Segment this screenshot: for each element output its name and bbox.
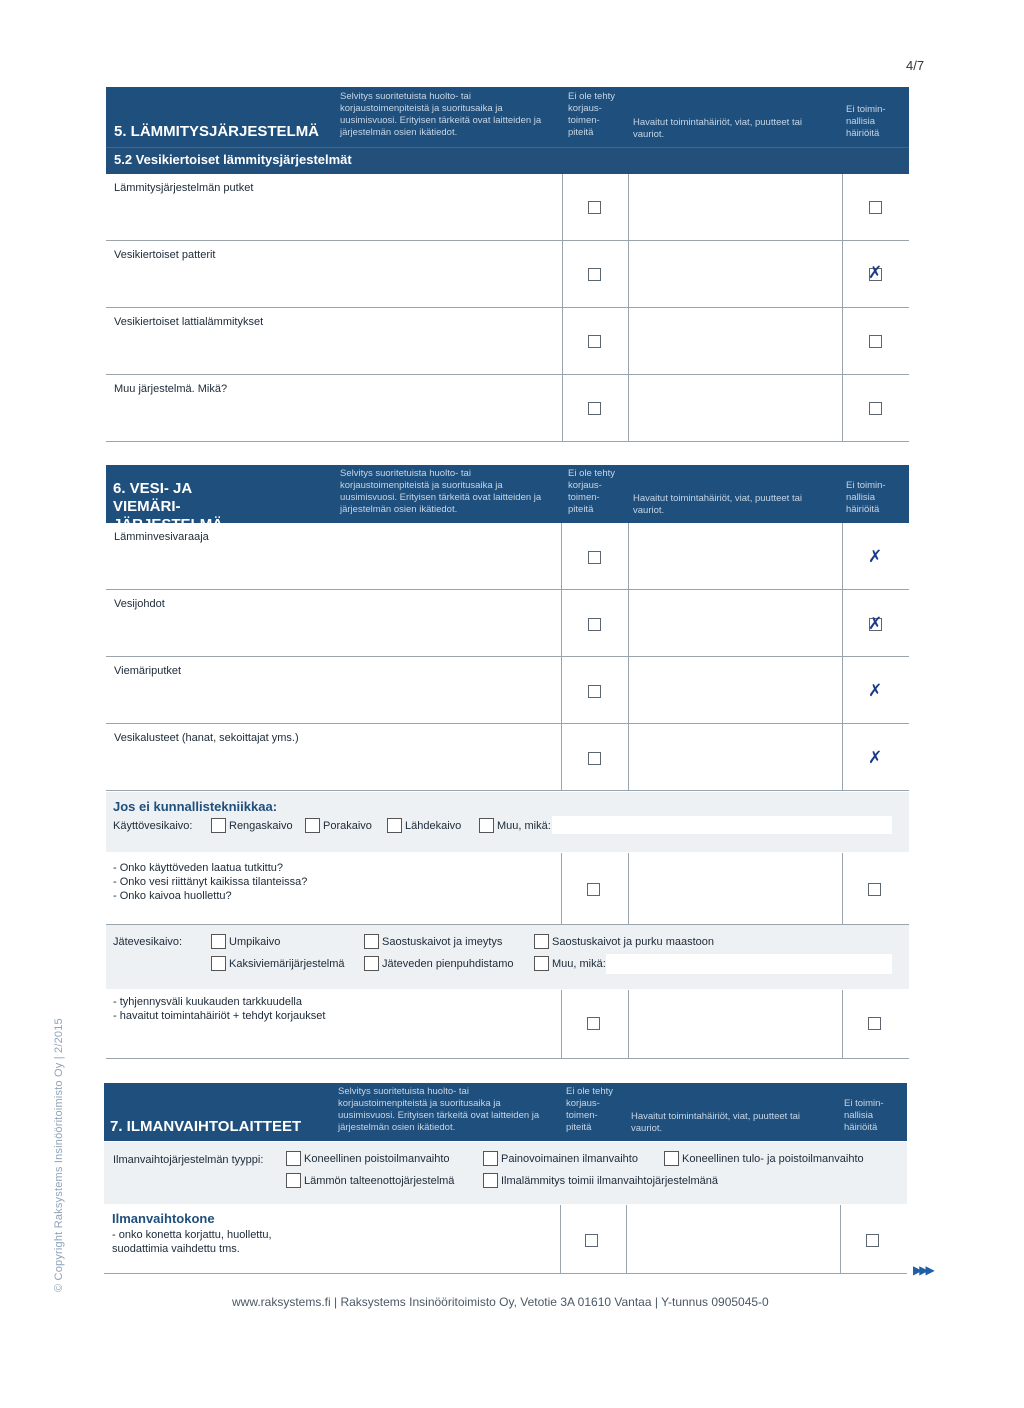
kaksiviemari-checkbox[interactable] <box>211 956 226 971</box>
option-label: Jäteveden pienpuhdistamo <box>382 958 514 970</box>
no-municipal-heading: Jos ei kunnallistekniikkaa: <box>113 799 278 814</box>
option-label: Muu, mikä: <box>497 820 551 832</box>
machine-heading: Ilmanvaihtokone <box>112 1211 215 1226</box>
question-line: - Onko vesi riittänyt kaikissa tilanteissa? <box>113 876 308 888</box>
not-done-checkbox[interactable] <box>588 335 601 348</box>
header-observed: Havaitut toimintahäiriöt, viat, puutteet tai vauriot. <box>633 493 802 516</box>
header-not-done: Ei ole tehty korjaus- toimen- piteitä <box>568 91 615 138</box>
saostus-imeytys-checkbox[interactable] <box>364 934 379 949</box>
table-row <box>106 174 909 241</box>
row-label: Vesijohdot <box>114 598 165 610</box>
no-faults-checkbox[interactable] <box>869 335 882 348</box>
option-label: Lähdekaivo <box>405 820 462 832</box>
copyright-notice: © Copyright Raksystems Insinööritoimisto Oy | 2/2015 <box>53 1018 65 1292</box>
porakaivo-checkbox[interactable] <box>305 818 320 833</box>
table-row <box>106 724 909 791</box>
header-not-done: Ei ole tehty korjaus- toimen- piteitä <box>566 1086 613 1133</box>
table-row <box>106 241 909 308</box>
header-no-faults: Ei toimin- nallisia häiriöitä <box>846 480 886 515</box>
row-label: Lämminvesivaraaja <box>114 531 209 543</box>
continue-arrows-icon: ▶▶▶ <box>913 1263 932 1277</box>
no-faults-checkbox[interactable] <box>866 1234 879 1247</box>
row-label: Lämmitysjärjestelmän putket <box>114 182 254 194</box>
saostus-purku-checkbox[interactable] <box>534 934 549 949</box>
not-done-checkbox[interactable] <box>588 201 601 214</box>
table-row <box>106 308 909 375</box>
table-row <box>106 657 909 724</box>
header-no-faults: Ei toimin- nallisia häiriöitä <box>844 1098 884 1133</box>
row-label: Viemäriputket <box>114 665 182 677</box>
row-label: Vesikiertoiset lattialämmitykset <box>114 316 264 328</box>
wastewater-label: Jätevesikaivo: <box>113 936 183 948</box>
header-observed: Havaitut toimintahäiriöt, viat, puutteet tai vauriot. <box>631 1111 800 1134</box>
header-not-done: Ei ole tehty korjaus- toimen- piteitä <box>568 468 615 515</box>
header-observed: Havaitut toimintahäiriöt, viat, puutteet tai vauriot. <box>633 117 802 140</box>
handwritten-check-icon: ✗ <box>868 263 883 283</box>
koneellinen-poisto-checkbox[interactable] <box>286 1151 301 1166</box>
no-faults-checkbox[interactable] <box>869 201 882 214</box>
no-faults-checkbox[interactable] <box>868 1017 881 1030</box>
no-faults-checkbox[interactable] <box>868 883 881 896</box>
muu-well-input[interactable] <box>552 816 892 834</box>
handwritten-check-icon: ✗ <box>868 614 883 634</box>
muu-well-checkbox[interactable] <box>479 818 494 833</box>
question-line: - Onko kaivoa huollettu? <box>113 890 232 902</box>
option-label: Painovoimainen ilmanvaihto <box>501 1153 638 1165</box>
lto-checkbox[interactable] <box>286 1173 301 1188</box>
option-label: Saostuskaivot ja imeytys <box>382 936 503 948</box>
option-label: Lämmön talteenottojärjestelmä <box>304 1175 455 1187</box>
row-label: Vesikalusteet (hanat, sekoittajat yms.) <box>114 732 299 744</box>
option-label: Koneellinen tulo- ja poistoilmanvaihto <box>682 1153 864 1165</box>
section5-subtitle: 5.2 Vesikiertoiset lämmitysjärjestelmät <box>114 152 352 167</box>
handwritten-check-icon: ✗ <box>868 547 883 567</box>
page-number: 4/7 <box>906 58 925 73</box>
header-description: Selvitys suoritetuista huolto- tai korjaustoimenpiteistä ja suoritusaika ja uusimisvuosi. Erityisen tärkeitä ovat laitteiden ja järjestelmän osien ikätiedot. <box>338 1086 540 1133</box>
not-done-checkbox[interactable] <box>585 1234 598 1247</box>
wastewater-panel <box>106 925 909 989</box>
emptying-line: - tyhjennysväli kuukauden tarkkuudella <box>113 996 302 1008</box>
not-done-checkbox[interactable] <box>588 685 601 698</box>
pienpuhdistamo-checkbox[interactable] <box>364 956 379 971</box>
table-row <box>106 375 909 442</box>
umpikaivo-checkbox[interactable] <box>211 934 226 949</box>
painovoimainen-checkbox[interactable] <box>483 1151 498 1166</box>
section6-header <box>106 465 909 523</box>
section5-title: 5. LÄMMITYSJÄRJESTELMÄ <box>114 123 320 140</box>
section7-header <box>104 1083 907 1141</box>
option-label: Ilmalämmitys toimii ilmanvaihtojärjestelmänä <box>501 1175 719 1187</box>
not-done-checkbox[interactable] <box>588 618 601 631</box>
well-label: Käyttövesikaivo: <box>113 820 193 832</box>
table-row <box>104 1205 907 1274</box>
not-done-checkbox[interactable] <box>588 551 601 564</box>
table-row <box>106 853 909 925</box>
not-done-checkbox[interactable] <box>588 268 601 281</box>
ilmalammitys-checkbox[interactable] <box>483 1173 498 1188</box>
lahdekaivo-checkbox[interactable] <box>387 818 402 833</box>
rengaskaivo-checkbox[interactable] <box>211 818 226 833</box>
machine-desc-line: - onko konetta korjattu, huollettu, <box>112 1229 272 1241</box>
table-row <box>106 990 909 1059</box>
table-row <box>106 523 909 590</box>
section5-subheader <box>106 147 909 175</box>
ventilation-type-label: Ilmanvaihtojärjestelmän tyyppi: <box>113 1154 264 1166</box>
option-label: Rengaskaivo <box>229 820 293 832</box>
not-done-checkbox[interactable] <box>587 883 600 896</box>
no-faults-checkbox[interactable] <box>869 402 882 415</box>
handwritten-check-icon: ✗ <box>868 748 883 768</box>
header-description: Selvitys suoritetuista huolto- tai korjaustoimenpiteistä ja suoritusaika ja uusimisvuosi. Erityisen tärkeitä ovat laitteiden ja järjestelmän osien ikätiedot. <box>340 91 542 138</box>
option-label: Muu, mikä: <box>552 958 606 970</box>
not-done-checkbox[interactable] <box>588 752 601 765</box>
machine-desc-line: suodattimia vaihdettu tms. <box>112 1243 240 1255</box>
question-line: - Onko käyttöveden laatua tutkittu? <box>113 862 283 874</box>
option-label: Koneellinen poistoilmanvaihto <box>304 1153 450 1165</box>
not-done-checkbox[interactable] <box>588 402 601 415</box>
footer: www.raksystems.fi | Raksystems Insinööritoimisto Oy, Vetotie 3A 01610 Vantaa | Y-tunnus 0905045-0 <box>232 1295 769 1309</box>
row-label: Vesikiertoiset patterit <box>114 249 216 261</box>
muu-wastewater-input[interactable] <box>606 954 892 974</box>
koneellinen-tulo-poisto-checkbox[interactable] <box>664 1151 679 1166</box>
option-label: Saostuskaivot ja purku maastoon <box>552 936 715 948</box>
ventilation-type-panel <box>104 1142 907 1204</box>
not-done-checkbox[interactable] <box>587 1017 600 1030</box>
option-label: Porakaivo <box>323 820 372 832</box>
section7-title: 7. ILMANVAIHTOLAITTEET <box>110 1118 302 1135</box>
section5-header <box>106 87 909 147</box>
emptying-line: - havaitut toimintahäiriöt + tehdyt korjaukset <box>113 1010 326 1022</box>
option-label: Kaksiviemärijärjestelmä <box>229 958 345 970</box>
header-description: Selvitys suoritetuista huolto- tai korjaustoimenpiteistä ja suoritusaika ja uusimisvuosi. Erityisen tärkeitä ovat laitteiden ja järjestelmän osien ikätiedot. <box>340 468 542 515</box>
header-no-faults: Ei toimin- nallisia häiriöitä <box>846 104 886 139</box>
handwritten-check-icon: ✗ <box>868 681 883 701</box>
table-row <box>106 590 909 657</box>
muu-wastewater-checkbox[interactable] <box>534 956 549 971</box>
option-label: Umpikaivo <box>229 936 281 948</box>
well-type-panel <box>106 792 909 852</box>
section6-title: 6. VESI- JA VIEMÄRI- <box>113 480 192 515</box>
row-label: Muu järjestelmä. Mikä? <box>114 383 228 395</box>
